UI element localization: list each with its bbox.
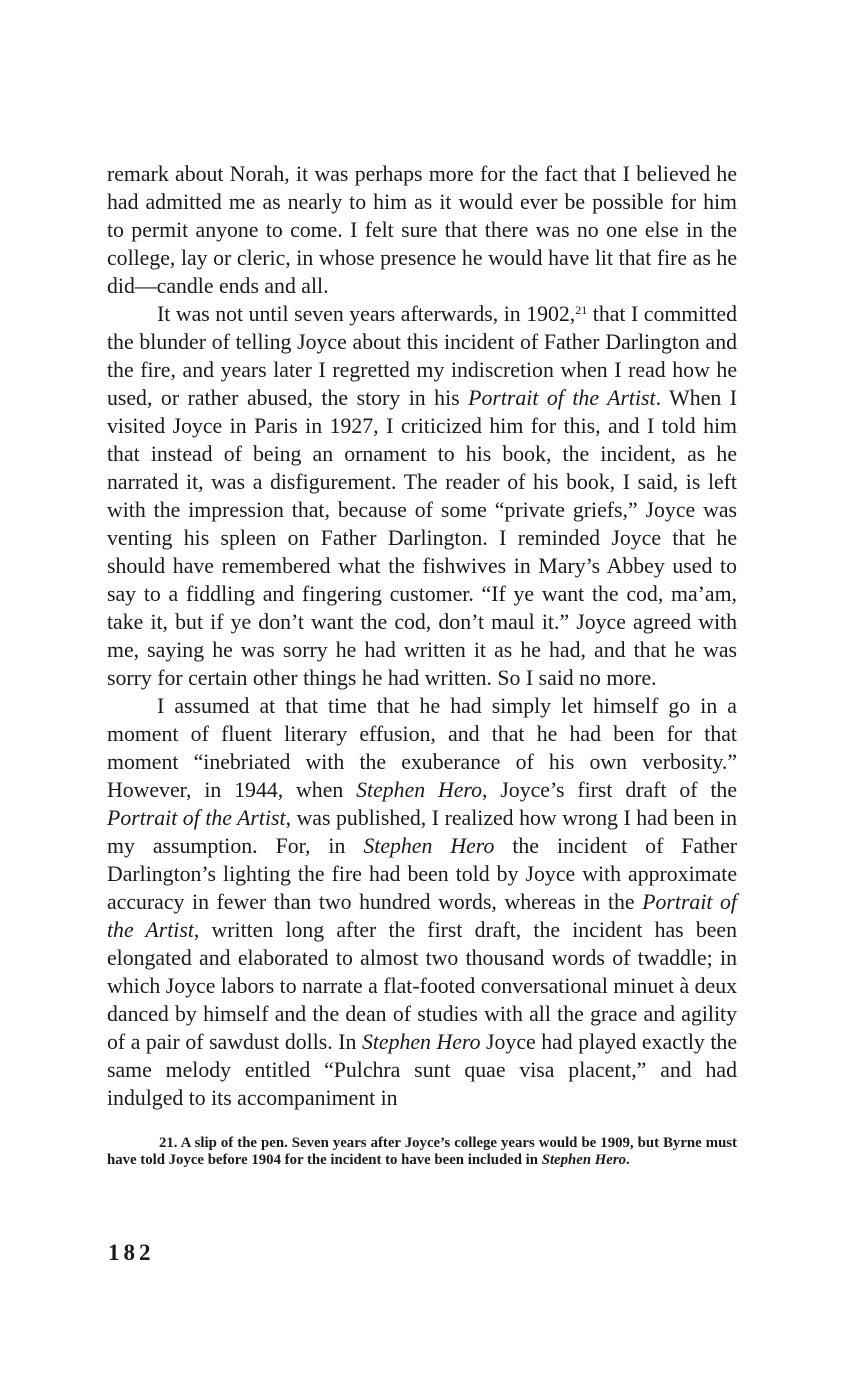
footnote-text-before: A slip of the pen. Seven years after Joyce’s college years would be 1909, but Byrne must have told Joyce before 1904 for the incident to have been included in (107, 1135, 737, 1168)
footnote-number: 21. (159, 1135, 178, 1151)
text-segment: that I committed the blunder of telling Joyce about this incident of Father Darlington and the fire, and years later I regretted my indiscretion when I read how he used, or rather abused, the story in his (107, 302, 738, 410)
italic-title: Portrait of the Artist (468, 386, 656, 410)
body-text (107, 160, 737, 1112)
text-segment: , was published, I realized how wrong I had been in my assumption. For, in (107, 806, 737, 858)
body-paragraph-1 (107, 160, 737, 300)
footnote-paragraph (107, 1135, 737, 1169)
text-segment: the incident of Father Darlington’s lighting the fire had been told by Joyce with approximate accuracy in fewer than two hundred words, whereas in the (107, 834, 737, 914)
footnote-reference: 21 (575, 303, 588, 317)
footnote-text-after: . (626, 1152, 630, 1168)
text-segment: remark about Norah, it was perhaps more for the fact that I believed he had admitted me as nearly to him as it would ever be possible for him to permit anyone to come. I felt sure that there was no one else in the college, lay or cleric, in whose presence he would have lit that fire as he did—candle ends and all. (107, 162, 737, 298)
footnote-title: Stephen Hero (541, 1152, 626, 1168)
italic-title: Stephen Hero (363, 834, 495, 858)
text-segment: , written long after the first draft, the incident has been elongated and elaborated to almost two thousand words of twaddle; in which Joyce labors to narrate a flat-footed conversational minuet à deux danced by himself and the dean of studies with all the grace and agility of a pair of sawdust dolls. In (107, 918, 737, 1054)
text-segment: Joyce had played exactly the same melody entitled “Pulchra sunt quae visa placent,” and had indulged to its accompaniment in (107, 1030, 737, 1110)
text-segment: . When I visited Joyce in Paris in 1927, I criticized him for this, and I told him that instead of being an ornament to his book, the incident, as he narrated it, was a disfigurement. The reader of his book, I said, is left with the impression that, because of some “private griefs,” Joyce was venting his spleen on Father Darlington. I reminded Joyce that he should have remembered what the fishwives in Mary’s Abbey used to say to a fiddling and fingering customer. “If ye want the cod, ma’am, take it, but if ye don’t want the cod, don’t maul it.” Joyce agreed with me, saying he was sorry he had written it as he had, and that he was sorry for certain other things he had written. So I said no more. (107, 386, 737, 690)
footnote-21 (107, 1135, 737, 1169)
page-number: 182 (108, 1240, 155, 1265)
body-paragraph-3 (107, 692, 737, 1112)
text-segment: I assumed at that time that he had simply let himself go in a moment of fluent literary effusion, and that he had been for that moment “inebriated with the exuberance of his own verbosity.” However, in 1944, when (107, 694, 737, 802)
text-segment: , Joyce’s first draft of the (482, 778, 737, 802)
body-paragraph-2 (107, 300, 737, 692)
text-segment: It was not until seven years afterwards, in 1902, (157, 302, 576, 326)
italic-title: Stephen Hero (361, 1030, 481, 1054)
page-content (107, 160, 737, 1169)
italic-title: Stephen Hero (356, 778, 482, 802)
italic-title: Portrait of the Artist (107, 806, 286, 830)
italic-title: Portrait of the Artist (107, 890, 737, 942)
